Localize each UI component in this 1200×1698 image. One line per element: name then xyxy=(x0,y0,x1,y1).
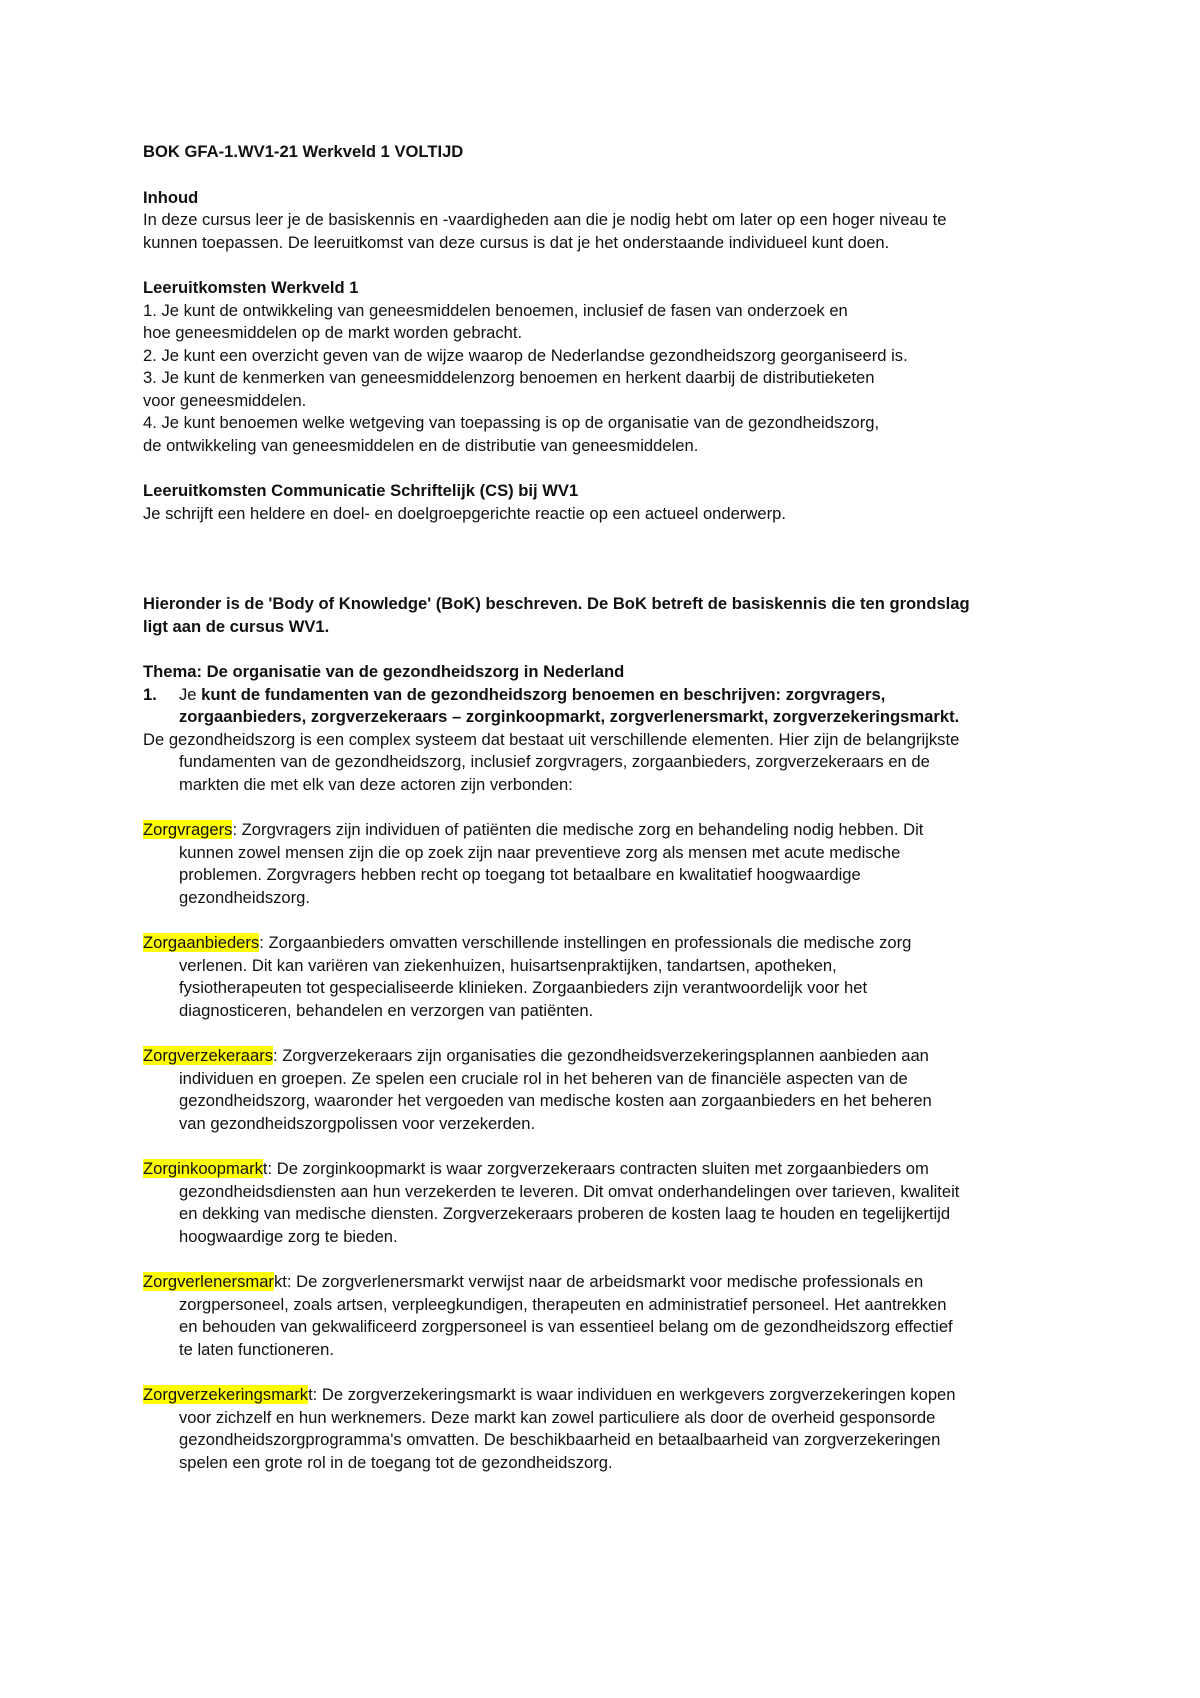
leeruitkomst-line: 3. Je kunt de kenmerken van geneesmiddelenzorg benoemen en herkent daarbij de distributieketen xyxy=(143,368,875,387)
section-zorgverzekeraars xyxy=(143,1045,1083,1135)
section-line: spelen een grote rol in de toegang tot de gezondheidszorg. xyxy=(179,1452,613,1472)
leeruitkomst-line: 1. Je kunt de ontwikkeling van geneesmiddelen benoemen, inclusief de fasen van onderzoek en xyxy=(143,300,848,320)
section-line: van gezondheidszorgpolissen voor verzekerden. xyxy=(179,1113,536,1133)
section-zorgaanbieders xyxy=(143,932,1083,1022)
section-line: en behouden van gekwalificeerd zorgpersoneel is van essentieel belang om de gezondheidszorg effectief xyxy=(179,1317,953,1336)
item-bold-text: zorgaanbieders, zorgverzekeraars – zorginkoopmarkt, zorgverlenersmarkt, zorgverzekeringsmarkt. xyxy=(179,707,960,726)
bok-intro-line: Hieronder is de 'Body of Knowledge' (BoK) beschreven. De BoK betreft de basiskennis die ten grondslag xyxy=(143,594,970,613)
intro-line: fundamenten van de gezondheidszorg, inclusief zorgvragers, zorgaanbieders, zorgverzekeraars en de xyxy=(179,752,930,771)
highlighted-term: Zorgvragers xyxy=(143,820,233,839)
leeruitkomst-line: 4. Je kunt benoemen welke wetgeving van toepassing is op de organisatie van de gezondheidszorg, xyxy=(143,413,880,432)
section-line: problemen. Zorgvragers hebben recht op toegang tot betaalbare en kwalitatief hoogwaardige xyxy=(179,865,861,884)
section-first-line: t: De zorgverzekeringsmarkt is waar individuen en werkgevers zorgverzekeringen kopen xyxy=(308,1385,956,1404)
leeruitkomst-line: 2. Je kunt een overzicht geven van de wijze waarop de Nederlandse gezondheidszorg georganiseerd is. xyxy=(143,345,908,365)
leeruitkomsten-heading: Leeruitkomsten Werkveld 1 xyxy=(143,278,359,297)
intro-paragraph xyxy=(143,729,1083,797)
highlighted-term: Zorgaanbieders xyxy=(143,933,260,952)
leeruitkomst-line: de ontwikkeling van geneesmiddelen en de distributie van geneesmiddelen. xyxy=(143,435,699,455)
section-first-line: t: De zorginkoopmarkt is waar zorgverzekeraars contracten sluiten met zorgaanbieders om xyxy=(262,1159,929,1178)
item-number: 1. xyxy=(143,684,157,704)
section-zorgvragers xyxy=(143,819,1083,909)
item-bold-text: kunt de fundamenten van de gezondheidszorg benoemen en beschrijven: zorgvragers, xyxy=(201,684,886,704)
section-line: diagnosticeren, behandelen en verzorgen van patiënten. xyxy=(179,1000,594,1020)
highlighted-term: Zorginkoopmark xyxy=(143,1159,263,1178)
section-first-line: : Zorgvragers zijn individuen of patiënten die medische zorg en behandeling nodig hebben. Dit xyxy=(232,820,924,839)
inhoud-line: kunnen toepassen. De leeruitkomst van deze cursus is dat je het onderstaande individueel kunt doen. xyxy=(143,232,890,252)
leeruitkomst-line: hoe geneesmiddelen op de markt worden gebracht. xyxy=(143,323,523,342)
section-line: hoogwaardige zorg te bieden. xyxy=(179,1226,398,1246)
highlighted-term: Zorgverzekeringsmark xyxy=(143,1385,309,1404)
communicatie-line: Je schrijft een heldere en doel- en doelgroepgerichte reactie op een actueel onderwerp. xyxy=(143,503,786,523)
section-line: te laten functioneren. xyxy=(179,1339,334,1359)
section-first-line: : Zorgverzekeraars zijn organisaties die gezondheidsverzekeringsplannen aanbieden aan xyxy=(273,1046,929,1065)
inhoud-line: In deze cursus leer je de basiskennis en -vaardigheden aan die je nodig hebt om later op een hoger niveau te xyxy=(143,210,947,229)
section-line: individuen en groepen. Ze spelen een cruciale rol in het beheren van de financiële aspecten van de xyxy=(179,1068,908,1088)
document-title: BOK GFA-1.WV1-21 Werkveld 1 VOLTIJD xyxy=(143,142,464,161)
section-line: zorgpersoneel, zoals artsen, verpleegkundigen, therapeuten en administratief personeel. Het aantrekken xyxy=(179,1294,947,1314)
item-text xyxy=(179,684,1083,729)
section-first-line: : Zorgaanbieders omvatten verschillende instellingen en professionals die medische zorg xyxy=(259,933,912,952)
section-line: gezondheidszorgprogramma's omvatten. De beschikbaarheid en betaalbaarheid van zorgverzekeringen xyxy=(179,1430,941,1449)
item-plain-text: Je xyxy=(179,684,202,704)
intro-line: De gezondheidszorg is een complex systeem dat bestaat uit verschillende elementen. Hier zijn de belangrijkste xyxy=(143,729,960,749)
section-first-line: kt: De zorgverlenersmarkt verwijst naar de arbeidsmarkt voor medische professionals en xyxy=(273,1272,924,1291)
highlighted-term: Zorgverzekeraars xyxy=(143,1046,274,1065)
section-zorgverzekeringsmarkt xyxy=(143,1384,1083,1474)
leeruitkomst-line: voor geneesmiddelen. xyxy=(143,390,307,410)
thema-heading: Thema: De organisatie van de gezondheidszorg in Nederland xyxy=(143,662,625,681)
highlighted-term: Zorgverlenersmar xyxy=(143,1272,274,1291)
section-line: gezondheidsdiensten aan hun verzekerden te leveren. Dit omvat onderhandelingen over tarieven, kwaliteit xyxy=(179,1181,960,1201)
inhoud-heading: Inhoud xyxy=(143,187,199,207)
section-line: gezondheidszorg. xyxy=(179,887,310,907)
section-line: kunnen zowel mensen zijn die op zoek zijn naar preventieve zorg als mensen met acute medische xyxy=(179,842,901,862)
section-line: fysiotherapeuten tot gespecialiseerde klinieken. Zorgaanbieders zijn verantwoordelijk voor het xyxy=(179,978,868,997)
section-line: voor zichzelf en hun werknemers. Deze markt kan zowel particuliere als door de overheid gesponsorde xyxy=(179,1407,936,1427)
communicatie-heading: Leeruitkomsten Communicatie Schriftelijk (CS) bij WV1 xyxy=(143,481,579,500)
bok-intro-line: ligt aan de cursus WV1. xyxy=(143,616,330,636)
thema-numbered-item xyxy=(143,684,1083,729)
section-line: verlenen. Dit kan variëren van ziekenhuizen, huisartsenpraktijken, tandartsen, apotheken, xyxy=(179,955,837,975)
section-line: gezondheidszorg, waaronder het vergoeden van medische kosten aan zorgaanbieders en het beheren xyxy=(179,1091,932,1110)
intro-line: markten die met elk van deze actoren zijn verbonden: xyxy=(179,774,573,794)
section-zorginkoopmarkt xyxy=(143,1158,1083,1248)
section-line: en dekking van medische diensten. Zorgverzekeraars proberen de kosten laag te houden en tegelijkertijd xyxy=(179,1204,951,1223)
document-body xyxy=(143,141,1083,1474)
section-zorgverlenersmarkt xyxy=(143,1271,1083,1361)
